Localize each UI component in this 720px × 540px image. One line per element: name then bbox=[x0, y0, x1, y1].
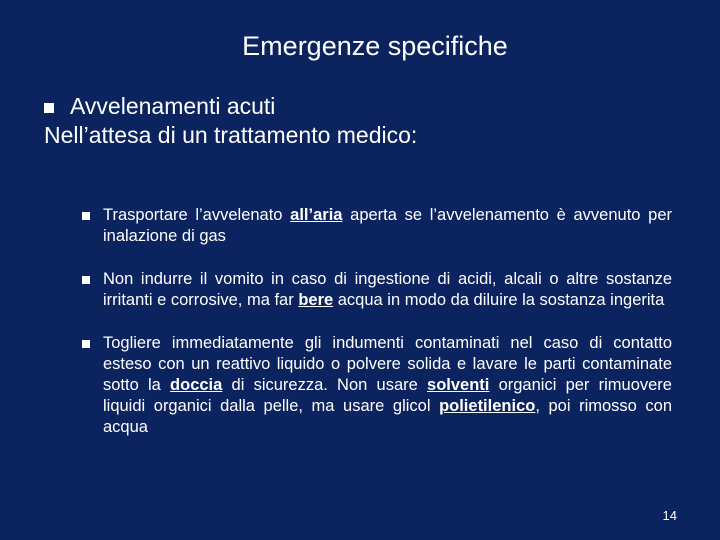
emphasis-text: doccia bbox=[170, 376, 223, 394]
emphasis-text: solventi bbox=[427, 376, 490, 394]
square-bullet-icon bbox=[82, 340, 90, 348]
section-heading bbox=[44, 92, 684, 150]
bullet-text: Non indurre il vomito in caso di ingestione di acidi, alcali o altre sostanze irritanti e corrosive, ma far bere acqua in modo da diluire la sostanza ingerita bbox=[103, 270, 672, 309]
square-bullet-icon bbox=[44, 103, 54, 113]
square-bullet-icon bbox=[82, 212, 90, 220]
page-number: 14 bbox=[662, 508, 677, 523]
heading-text: Avvelenamenti acuti bbox=[70, 93, 276, 119]
bullet-text: Togliere immediatamente gli indumenti contaminati nel caso di contatto esteso con un reattivo liquido o polvere solida e lavare le parti contaminate sotto la doccia di sicurezza. Non usare solventi organici per rimuovere liquidi organici dalla pelle, ma usare glicol polietilenico, poi rimosso con acqua bbox=[103, 334, 672, 436]
list-item bbox=[82, 269, 672, 311]
subheading-text: Nell’attesa di un trattamento medico: bbox=[44, 122, 418, 148]
emphasis-text: all’aria bbox=[290, 206, 343, 224]
bullet-list bbox=[82, 205, 672, 460]
slide-title: Emergenze specifiche bbox=[242, 31, 508, 61]
list-item bbox=[82, 333, 672, 438]
bullet-text: Trasportare l’avvelenato all’aria aperta se l’avvelenamento è avvenuto per inalazione di gas bbox=[103, 206, 672, 245]
emphasis-text: polietilenico bbox=[439, 397, 536, 415]
emphasis-text: bere bbox=[298, 291, 334, 309]
square-bullet-icon bbox=[82, 276, 90, 284]
list-item bbox=[82, 205, 672, 247]
